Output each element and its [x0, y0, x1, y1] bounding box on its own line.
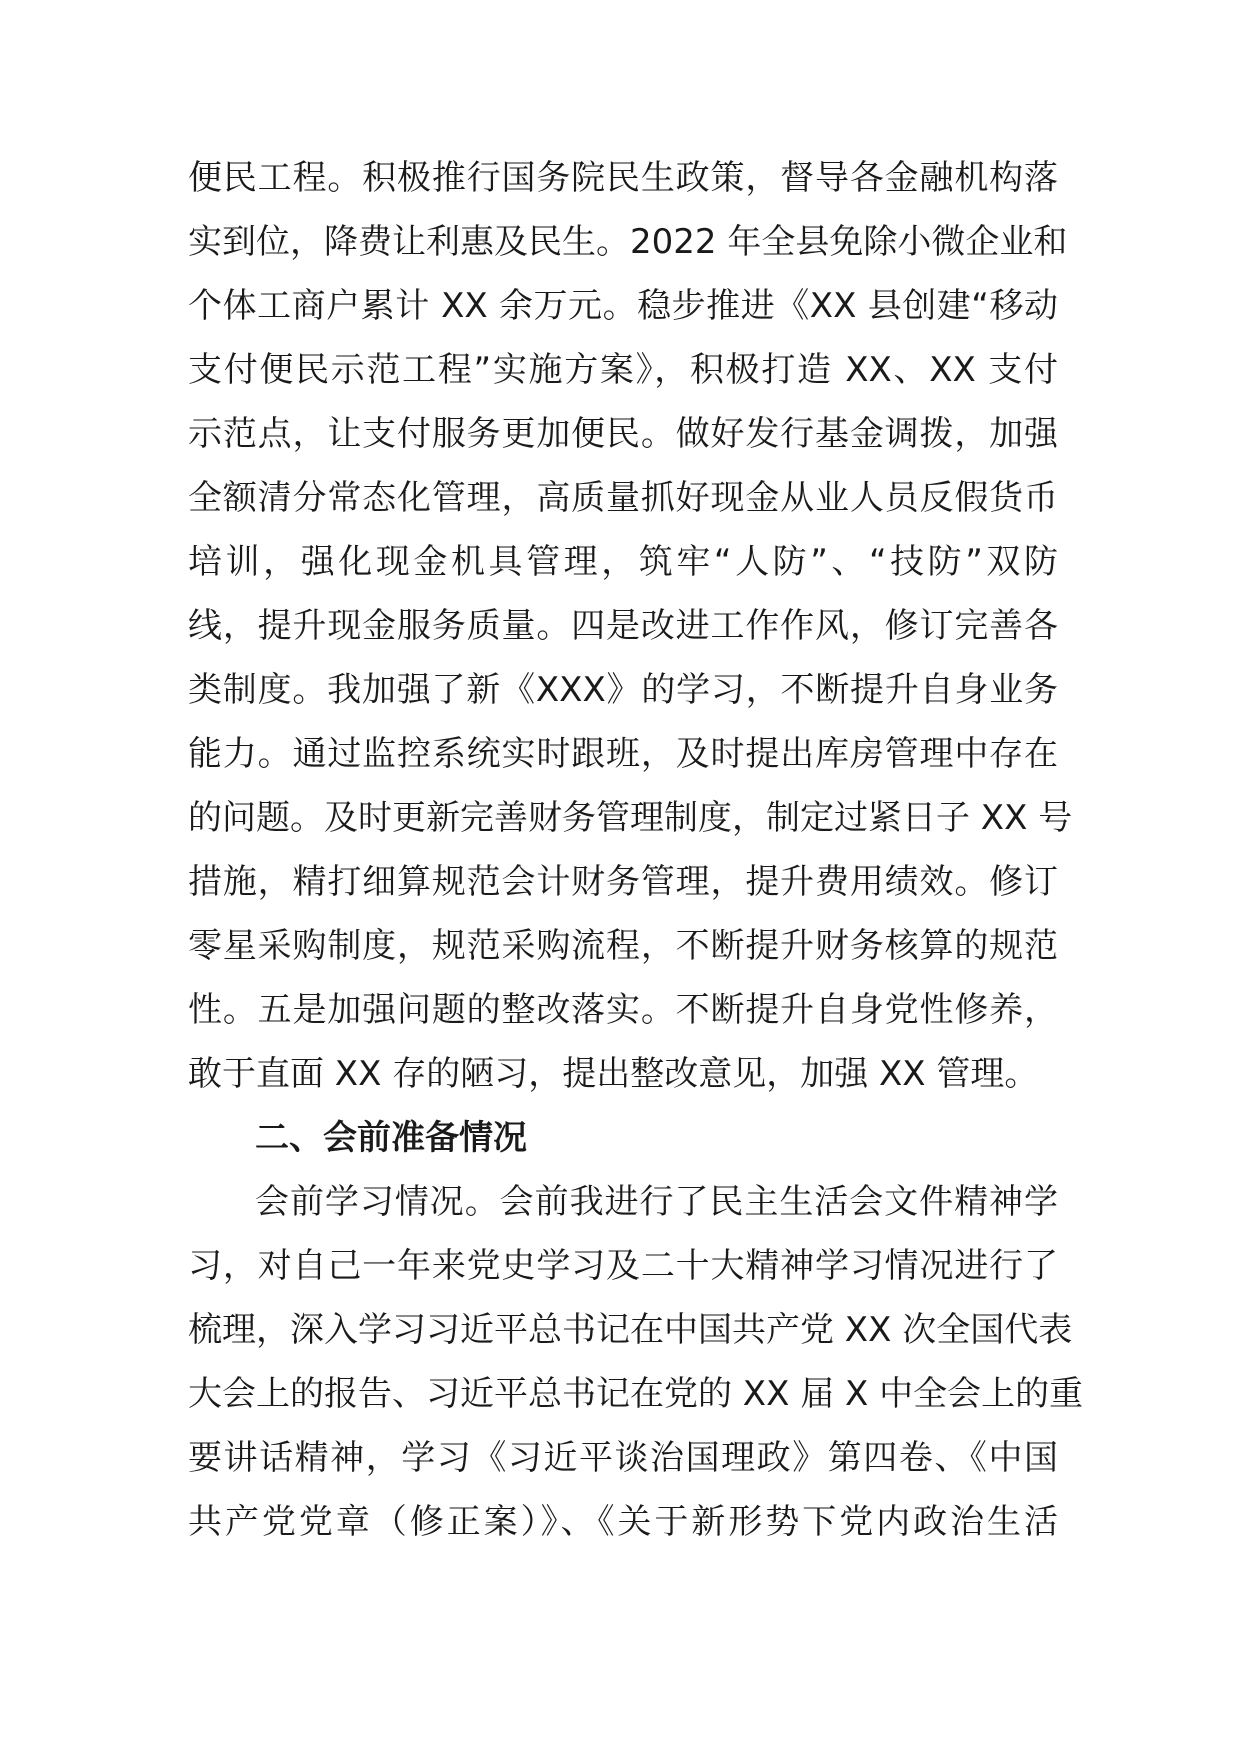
- text-line: 能力。通过监控系统实时跟班，及时提出库房管理中存在: [188, 734, 1058, 774]
- text-line: 措施，精打细算规范会计财务管理，提升费用绩效。修订: [188, 862, 1058, 902]
- text-line: 便民工程。积极推行国务院民生政策，督导各金融机构落: [188, 158, 1058, 198]
- section-heading: 二、会前准备情况: [255, 1118, 527, 1158]
- text-line: 梳理，深入学习习近平总书记在中国共产党 XX 次全国代表: [188, 1310, 1073, 1350]
- text-line: 个体工商户累计 XX 余万元。稳步推进《XX 县创建“移动: [188, 286, 1058, 326]
- text-line: 培训，强化现金机具管理，筑牢“人防”、“技防”双防: [188, 542, 1058, 582]
- text-line: 大会上的报告、习近平总书记在党的 XX 届 X 中全会上的重: [188, 1374, 1084, 1414]
- text-line: 的问题。及时更新完善财务管理制度，制定过紧日子 XX 号: [188, 798, 1073, 838]
- text-line: 示范点，让支付服务更加便民。做好发行基金调拨，加强: [188, 414, 1058, 454]
- text-line: 共产党党章（修正案）》、《关于新形势下党内政治生活: [188, 1502, 1058, 1542]
- text-line: 习，对自己一年来党史学习及二十大精神学习情况进行了: [188, 1246, 1058, 1286]
- text-line: 会前学习情况。会前我进行了民主生活会文件精神学: [255, 1182, 1058, 1222]
- text-line: 零星采购制度，规范采购流程，不断提升财务核算的规范: [188, 926, 1058, 966]
- text-line: 全额清分常态化管理，高质量抓好现金从业人员反假货币: [188, 478, 1058, 518]
- text-line: 支付便民示范工程”实施方案》，积极打造 XX、XX 支付: [188, 350, 1058, 390]
- text-line: 实到位，降费让利惠及民生。2022 年全县免除小微企业和: [188, 222, 1068, 262]
- text-line: 要讲话精神，学习《习近平谈治国理政》第四卷、《中国: [188, 1438, 1058, 1478]
- text-line: 线，提升现金服务质量。四是改进工作作风，修订完善各: [188, 606, 1058, 646]
- text-line: 性。五是加强问题的整改落实。不断提升自身党性修养，: [188, 990, 1058, 1030]
- text-line: 类制度。我加强了新《XXX》的学习，不断提升自身业务: [188, 670, 1058, 710]
- text-line: 敢于直面 XX 存的陋习，提出整改意见，加强 XX 管理。: [188, 1054, 1039, 1094]
